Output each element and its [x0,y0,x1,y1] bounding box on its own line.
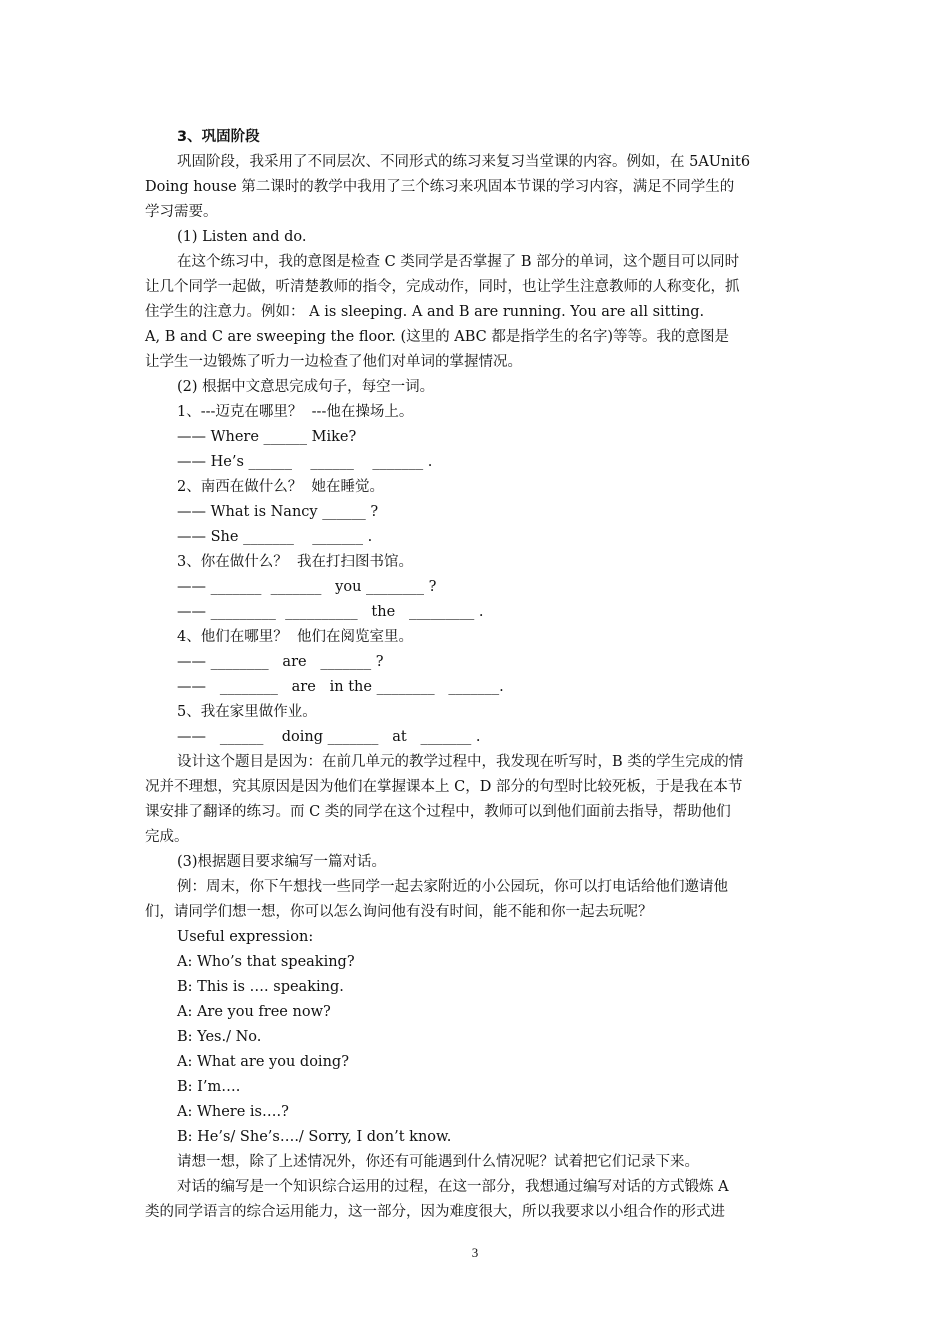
exercise-1-text: 让学生一边锻炼了听力一边检查了他们对单词的掌握情况。 [145,354,522,370]
exercise-2-title: (2) 根据中文意思完成句子，每空一词。 [177,379,435,395]
exercise-2-answer: —— ________ are _______ ? [177,654,384,670]
exercise-2-answer: —— Where ______ Mike? [177,429,357,445]
exercise-2-question: 5、我在家里做作业。 [177,704,317,720]
exercise-1-text: 让几个同学一起做，听清楚教师的指令，完成动作，同时，也让学生注意教师的人称变化，抓 [145,279,740,295]
exercise-2-question: 3、你在做什么？ 我在打扫图书馆。 [177,554,413,570]
exercise-2-answer: —— He’s ______ ______ _______ . [177,454,433,470]
exercise-1-text: 在这个练习中，我的意图是检查 C 类同学是否掌握了 B 部分的单词，这个题目可以同时 [177,254,740,270]
exercise-1-text: A, B and C are sweeping the floor. (这里的 ABC 都是指学生的名字)等等。我的意图是 [145,329,730,345]
exercise-2-reason: 课安排了翻译的练习。而 C 类的同学在这个过程中，教师可以到他们面前去指导，帮助他们 [145,804,731,820]
intro-line: 巩固阶段，我采用了不同层次、不同形式的练习来复习当堂课的内容。例如，在 5AUnit6 [177,154,751,170]
exercise-2-reason: 完成。 [145,829,189,845]
closing-text: 类的同学语言的综合运用能力，这一部分，因为难度很大，所以我要求以小组合作的形式进 [145,1204,725,1220]
expression-line: B: Yes./ No. [177,1029,262,1045]
exercise-1-text: 住学生的注意力。例如： A is sleeping. A and B are running. You are all sitting. [145,304,705,320]
expression-line: A: What are you doing? [177,1054,349,1070]
exercise-3-title: (3)根据题目要求编写一篇对话。 [177,854,387,870]
expression-line: A: Are you free now? [177,1004,331,1020]
exercise-3-example: 例：周末，你下午想找一些同学一起去家附近的小公园玩，你可以打电话给他们邀请他 [177,879,728,895]
exercise-2-question: 4、他们在哪里？ 他们在阅览室里。 [177,629,413,645]
intro-line: Doing house 第二课时的教学中我用了三个练习来巩固本节课的学习内容，满足不同学生的 [145,179,735,195]
exercise-2-answer: —— ______ doing _______ at _______ . [177,729,481,745]
intro-line: 学习需要。 [145,204,218,220]
exercise-2-question: 1、---迈克在哪里？ ---他在操场上。 [177,404,414,420]
exercise-2-reason: 设计这个题目是因为：在前几单元的教学过程中，我发现在听写时，B 类的学生完成的情 [177,754,744,770]
expression-line: B: I’m…. [177,1079,241,1095]
exercise-1-title: (1) Listen and do. [177,229,307,245]
exercise-2-answer: —— What is Nancy ______ ? [177,504,379,520]
exercise-2-question: 2、南西在做什么？ 她在睡觉。 [177,479,384,495]
expression-line: B: He’s/ She’s…./ Sorry, I don’t know. [177,1129,452,1145]
exercise-2-answer: —— _________ __________ the _________ . [177,604,484,620]
exercise-2-answer: —— _______ _______ you ________ ? [177,579,437,595]
closing-text: 对话的编写是一个知识综合运用的过程，在这一部分，我想通过编写对话的方式锻炼 A [177,1179,729,1195]
section-heading: 3、巩固阶段 [177,129,260,145]
expression-line: A: Who’s that speaking? [177,954,355,970]
exercise-2-reason: 况并不理想，究其原因是因为他们在掌握课本上 C，D 部分的句型时比较死板，于是我在本节 [145,779,743,795]
useful-expression-label: Useful expression: [177,929,314,945]
exercise-2-answer: —— She _______ _______ . [177,529,373,545]
expression-line: B: This is …. speaking. [177,979,344,995]
page-number: 3 [471,1245,479,1260]
exercise-3-example: 们，请同学们想一想，你可以怎么询问他有没有时间，能不能和你一起去玩呢？ [145,904,653,920]
closing-text: 请想一想，除了上述情况外，你还有可能遇到什么情况呢？试着把它们记录下来。 [177,1154,699,1170]
expression-line: A: Where is….? [177,1104,289,1120]
exercise-2-answer: —— ________ are in the ________ _______. [177,679,504,695]
